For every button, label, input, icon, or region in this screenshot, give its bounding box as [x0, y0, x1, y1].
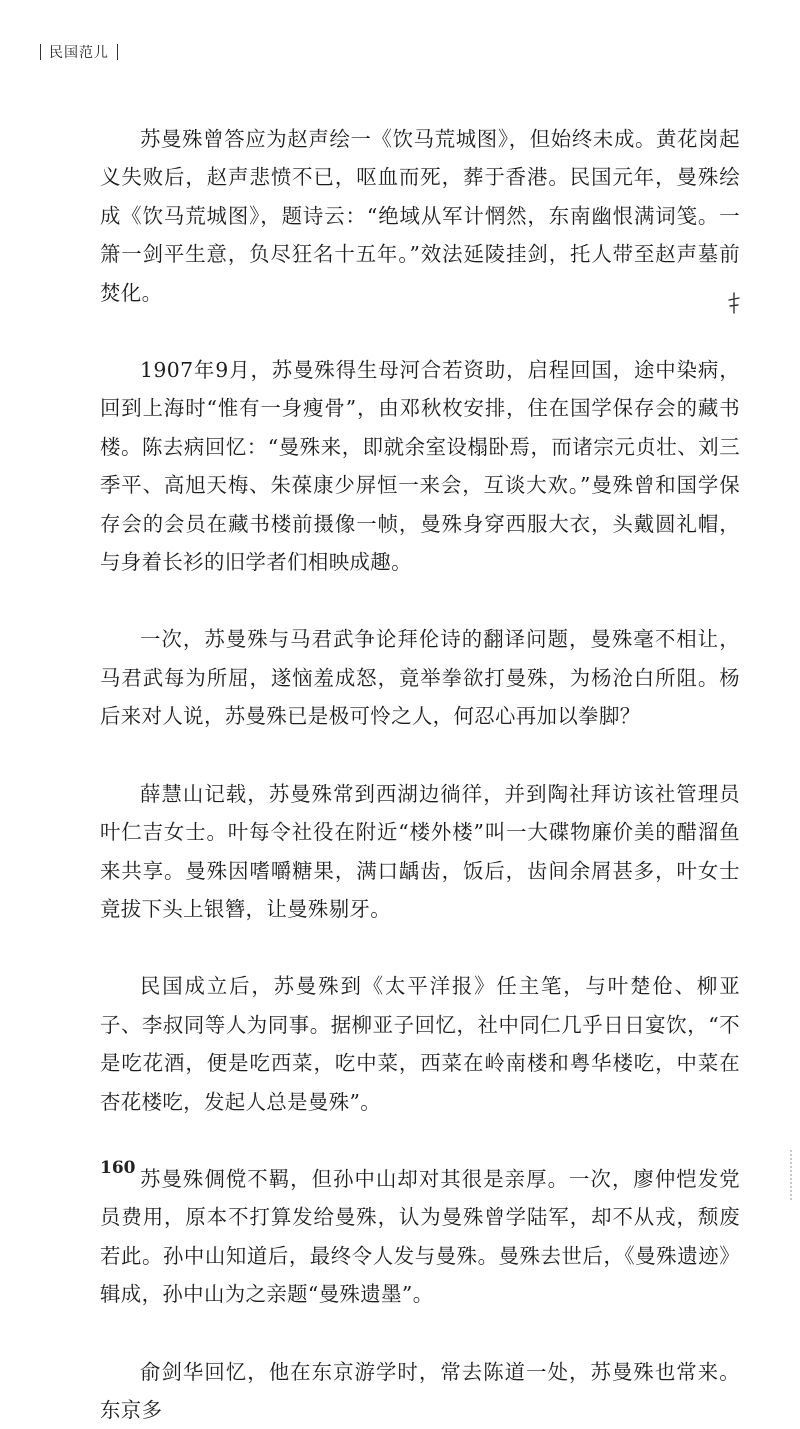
- page-number: 160: [100, 1158, 136, 1178]
- paragraph-7: 俞剑华回忆，他在东京游学时，常去陈道一处，苏曼殊也常来。东京多: [100, 1359, 740, 1422]
- page-edge-dots: [784, 1150, 792, 1200]
- paragraph-6: 苏曼殊倜傥不羁，但孙中山却对其很是亲厚。一次，廖仲恺发党员费用，原本不打算发给曼殊，认为曼殊曾学陆军，却不从戎，颓废若此。孙中山知道后，最终令人发与曼殊。曼殊去世后，《曼殊遗迹》辑成，孙中山为之亲题“曼殊遗墨”。: [100, 1166, 740, 1307]
- handwritten-margin-mark: [728, 292, 740, 314]
- paragraph-2: 1907年9月，苏曼殊得生母河合若资助，启程回国，途中染病，回到上海时“惟有一身瘦骨”，由邓秋枚安排，住在国学保存会的藏书楼。陈去病回忆：“曼殊来，即就余室设榻卧焉，而诸宗元贞壮、刘三季平、高旭天梅、朱葆康少屏恒一来会，互谈大欢。”曼殊曾和国学保存会的会员在藏书楼前摄像一帧，曼殊身穿西服大衣，头戴圆礼帽，与身着长衫的旧学者们相映成趣。: [100, 358, 740, 575]
- body-text: [100, 120, 740, 1429]
- running-head-right-rule: [117, 44, 118, 60]
- paragraph-5: 民国成立后，苏曼殊到《太平洋报》任主笔，与叶楚伧、柳亚子、李叔同等人为同事。据柳亚子回忆，社中同仁几乎日日宴饮，“不是吃花酒，便是吃西菜，吃中菜，西菜在岭南楼和粤华楼吃，中菜在杏花楼吃，发起人总是曼殊”。: [100, 974, 740, 1114]
- paragraph-4: 薛慧山记载，苏曼殊常到西湖边徜徉，并到陶社拜访该社管理员叶仁吉女士。叶每令社役在附近“楼外楼”叫一大碟物廉价美的醋溜鱼来共享。曼殊因嗜嚼糖果，满口龋齿，饭后，齿间余屑甚多，叶女士竟拔下头上银簪，让曼殊剔牙。: [100, 781, 740, 921]
- running-head: [40, 42, 118, 62]
- paragraph-1: 苏曼殊曾答应为赵声绘一《饮马荒城图》，但始终未成。黄花岗起义失败后，赵声悲愤不已，呕血而死，葬于香港。民国元年，曼殊绘成《饮马荒城图》，题诗云：“绝域从军计惘然，东南幽恨满词笺。一箫一剑平生意，负尽狂名十五年。”效法延陵挂剑，托人带至赵声墓前焚化。: [100, 127, 740, 305]
- running-head-title: 民国范儿: [49, 45, 109, 61]
- paragraph-3: 一次，苏曼殊与马君武争论拜伦诗的翻译问题，曼殊毫不相让，马君武每为所屈，遂恼羞成怒，竟举拳欲打曼殊，为杨沧白所阻。杨后来对人说，苏曼殊已是极可怜之人，何忍心再加以拳脚？: [100, 627, 740, 729]
- running-head-left-rule: [40, 44, 41, 60]
